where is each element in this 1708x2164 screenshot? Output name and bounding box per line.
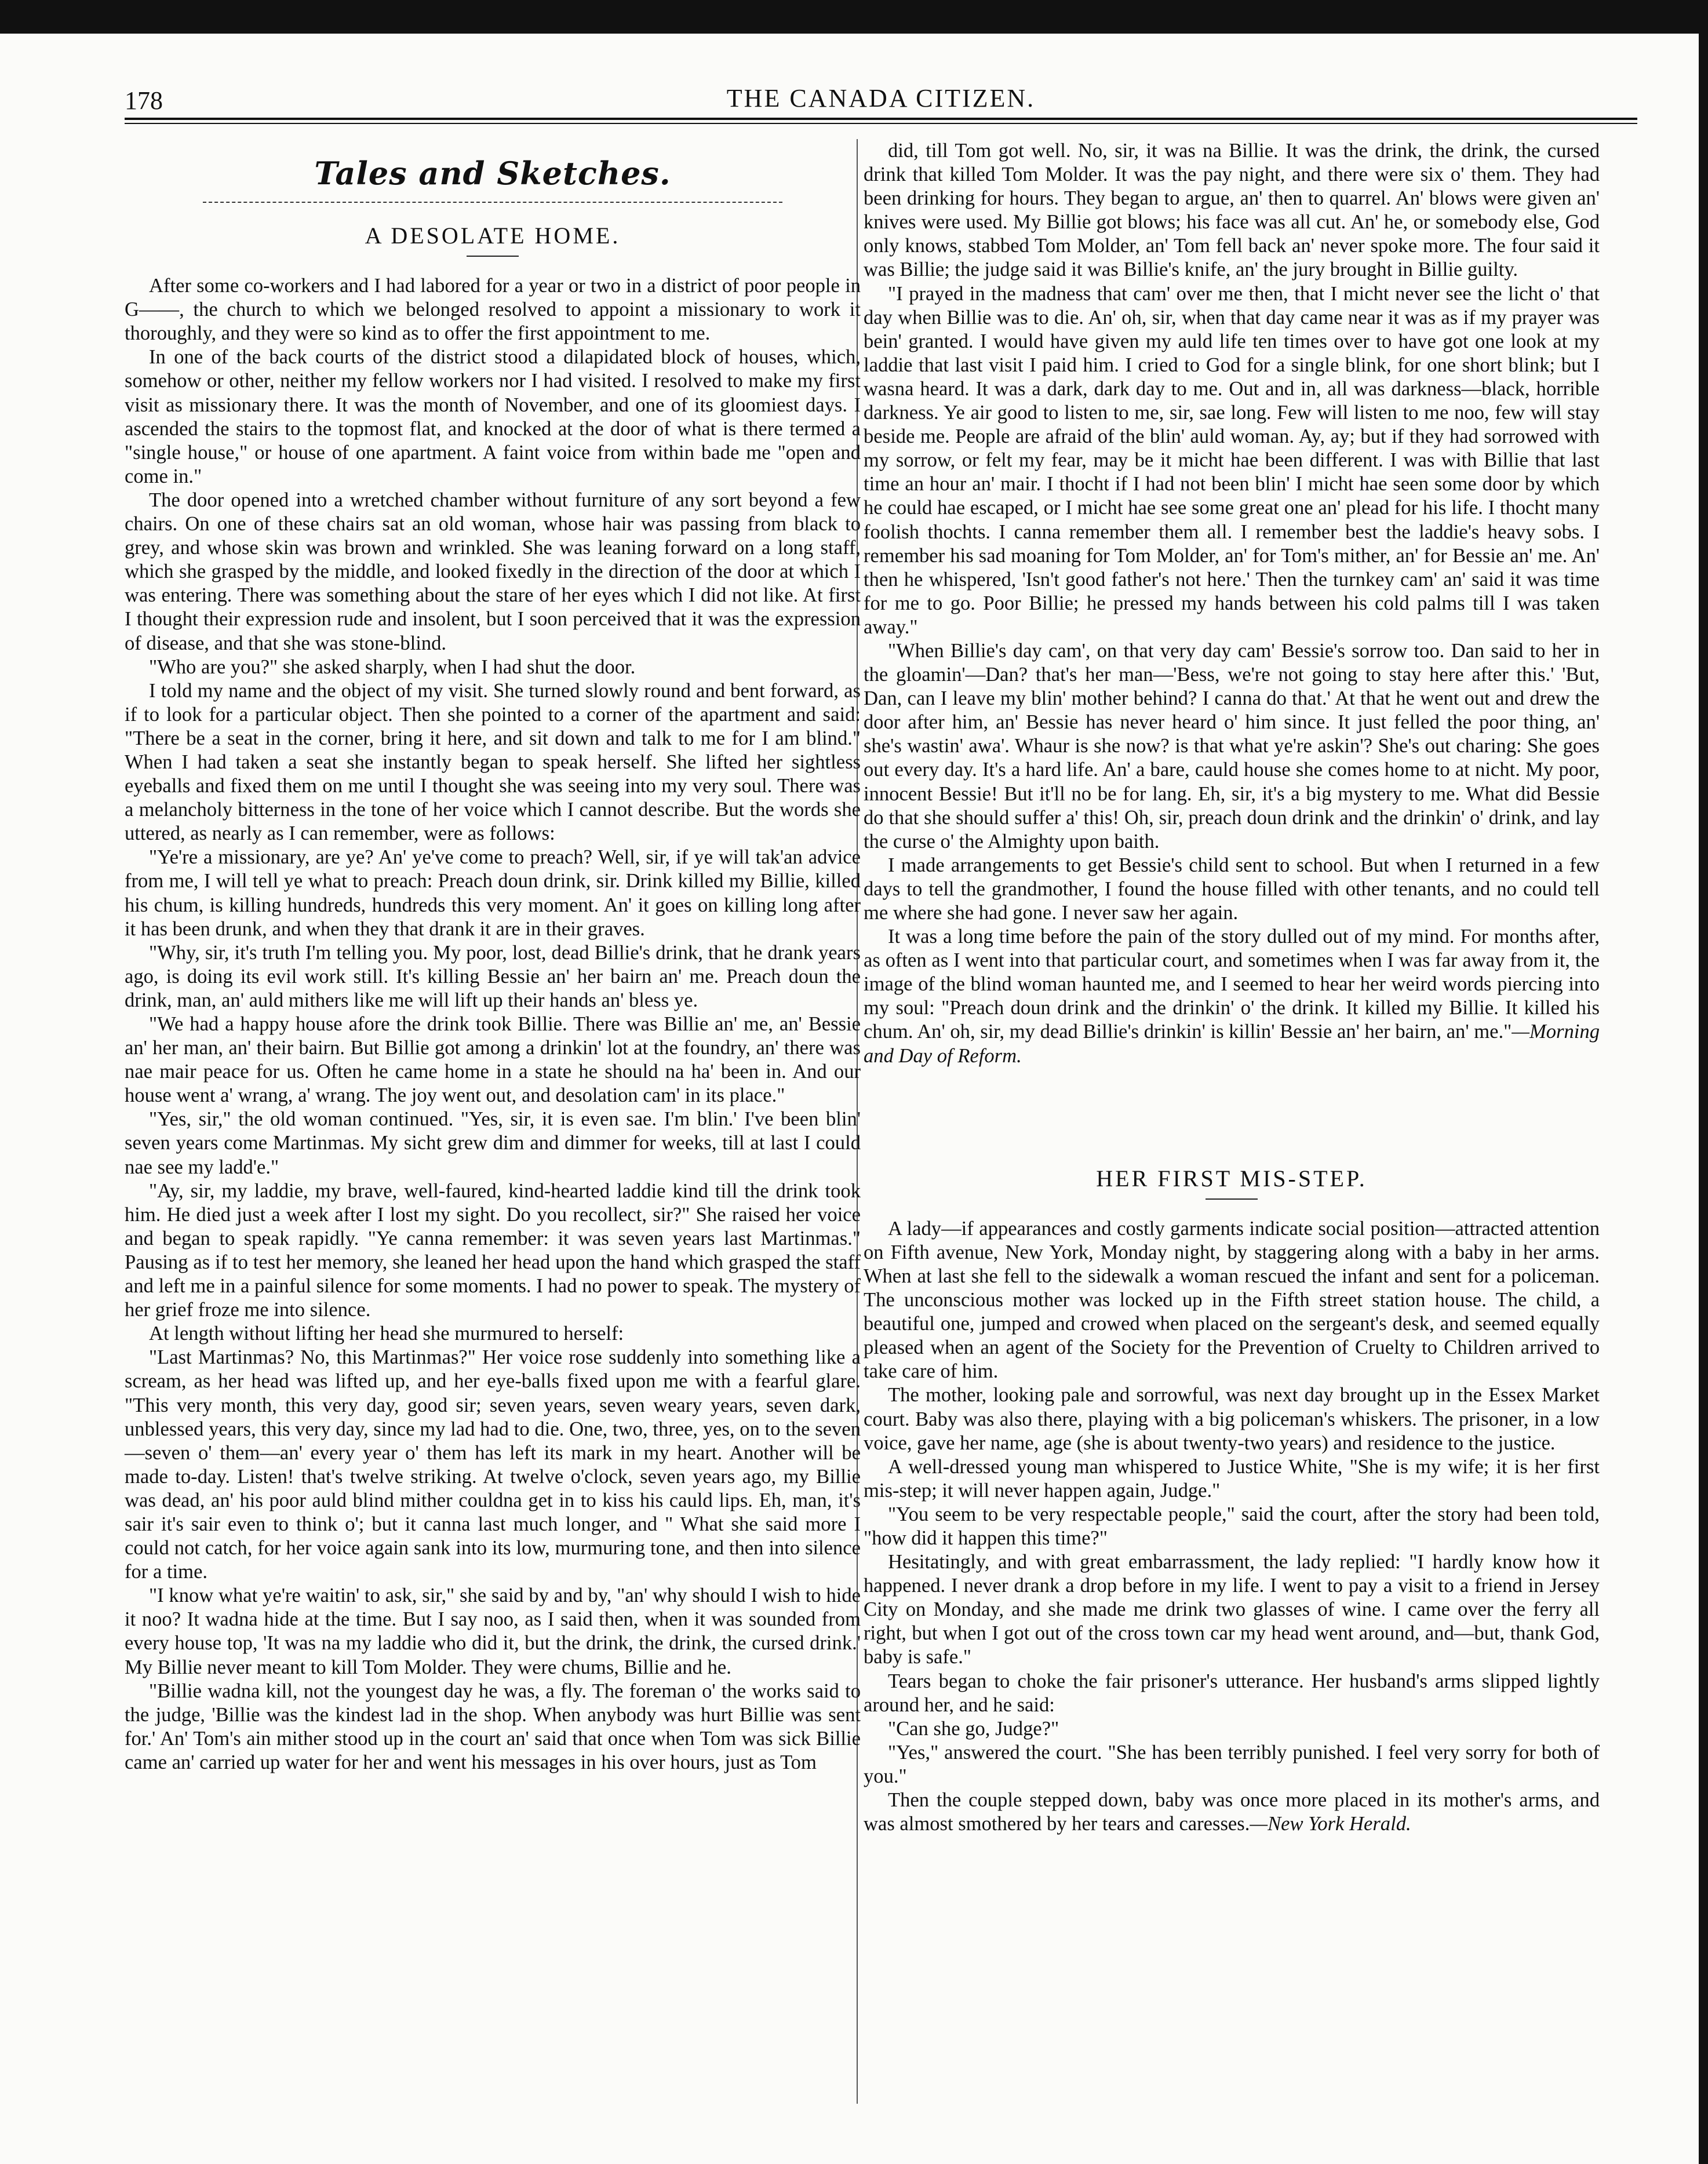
paragraph bbox=[864, 1383, 1600, 1455]
paragraph-text: "Why, sir, it's truth I'm telling you. My poor, lost, dead Billie's drink, that he drank years ago, is doing its evil work still. It's killing Bessie an' her bairn an' me. Preach doun the drink, man, an' auld mithers like me will lift up their hands an' bless ye. bbox=[125, 941, 861, 1011]
paragraph-text: Tears began to choke the fair prisoner's utterance. Her husband's arms slipped lightly around her, and he said: bbox=[864, 1670, 1600, 1716]
paragraph bbox=[864, 282, 1600, 639]
right-column bbox=[864, 139, 1600, 1836]
paragraph bbox=[125, 1107, 861, 1179]
paragraph-text: I made arrangements to get Bessie's child sent to school. But when I returned in a few days to tell the grandmother, I found the house filled with other tenants, and no could tell me where she had gone. I never saw her again. bbox=[864, 854, 1600, 924]
page-header bbox=[125, 81, 1637, 122]
paragraph-text: "Ye're a missionary, are ye? An' ye've come to preach? Well, sir, if ye will tak'an advice from me, I will tell ye what to preach: Preach doun drink, sir. Drink killed my Billie, killed his chum, is killing hundreds, hundreds this very moment. An' it goes on killing long after it has been drunk, and when they that drank it are in their graves. bbox=[125, 846, 861, 940]
paragraph bbox=[125, 679, 861, 846]
paragraph bbox=[125, 1346, 861, 1584]
story-body-mis-step bbox=[864, 1217, 1600, 1836]
paragraph-text: "Yes, sir," the old woman continued. "Yes, sir, it is even sae. I'm blin.' I've been blin' seven years come Martinmas. My sicht grew dim and dimmer for weeks, till at last I could nae see my ladd'e." bbox=[125, 1108, 861, 1178]
paragraph bbox=[864, 639, 1600, 854]
paragraph-text: "We had a happy house afore the drink took Billie. There was Billie an' me, an' Bessie an' her man, an' their bairn. But Billie got among a drinkin' lot at the foundry, an' there was nae mair peace for us. Often he came home in a state he should na ha' been in. And our house went a' wrang, a' wrang. The joy went out, and desolation cam' in its place." bbox=[125, 1013, 861, 1107]
source-credit: —Morning and Day of Reform. bbox=[864, 1021, 1600, 1067]
paragraph bbox=[125, 1012, 861, 1107]
paragraph-text: "Ay, sir, my laddie, my brave, well-faured, kind-hearted laddie kind till the drink took him. He died just a week after I lost my sight. Do you recollect, sir?" She raised her voice and began to speak rapidly. "Ye canna remember: it was seven years last Martinmas." Pausing as if to test her memory, she leaned her head upon the hand which grasped the staff and left me in a painful silence for some moments. I had no power to speak. The mystery of her grief froze me into silence. bbox=[125, 1179, 861, 1321]
paragraph bbox=[864, 1503, 1600, 1550]
paragraph bbox=[125, 655, 861, 679]
story-title-first-mis-step: HER FIRST MIS-STEP. bbox=[1096, 1165, 1367, 1192]
paragraph-text: The mother, looking pale and sorrowful, was next day brought up in the Essex Market court. Baby was also there, playing with a big policeman's whiskers. The prisoner, in a low voice, gave her name, age (she is about twenty-two years) and residence to the justice. bbox=[864, 1384, 1600, 1454]
header-rule-thin bbox=[125, 123, 1637, 124]
paragraph-text: "Billie wadna kill, not the youngest day he was, a fly. The foreman o' the works said to the judge, 'Billie was the kindest lad in the shop. When anybody was hurt Billie was sent for.' An' Tom's ain mither stood up in the court an' said that once when Tom was sick Billie came an' carried up water for her and went his messages in his over hours, just as Tom bbox=[125, 1680, 861, 1773]
paragraph bbox=[125, 941, 861, 1012]
header-rule-thick bbox=[125, 118, 1637, 120]
paragraph bbox=[864, 1455, 1600, 1503]
source-credit: —New York Herald. bbox=[1250, 1813, 1411, 1835]
paragraph-text: It was a long time before the pain of the story dulled out of my mind. For months after, as often as I went into that particular court, and sometimes when I was far away from it, the image of the blind woman haunted me, and I seemed to hear her weird words piercing into my soul: "Preach doun drink and the drinkin' o' the drink. It killed my Billie. It killed his chum. An' oh, sir, my dead Billie's drinkin' is killin' Bessie an' her bairn, an' me." bbox=[864, 926, 1600, 1043]
paragraph bbox=[125, 1179, 861, 1323]
title-rule bbox=[467, 256, 519, 257]
paragraph bbox=[125, 1680, 861, 1775]
paragraph-text: "I prayed in the madness that cam' over me then, that I micht never see the licht o' that day when Billie was to die. An' oh, sir, when that day came near it was as if my prayer was bein' granted. I would have given my auld life ten times over to have got one look at my laddie that last visit I paid him. I cried to God for a single blink, for one short blink; but I wasna heard. It was a dark, dark day to me. Out and in, all was darkness—black, horrible darkness. Ye air good to listen to me, sir, sae long. Few will listen to me noo, few will stay beside me. People are afraid of the blin' auld woman. Ay, ay; but if they had sorrowed with my sorrow, or felt my fear, may be it micht hae been different. I was with Billie that last time an hour an' mair. I thocht if I had not been blin' I micht hae seen some door by which he could hae escaped, or I micht hae see some great one an' plead for his life. I thocht many foolish thochts. I canna remember them all. I remember best the laddie's heavy sobs. I remember his sad moaning for Tom Molder, an' for Tom's mither, an' for Bessie an' me. An' then he whispered, 'Isn't good father's not here.' Then the turnkey cam' an' said it was time for me to go. Poor Billie; he pressed my hands between his cold palms till I was taken away." bbox=[864, 282, 1600, 638]
paragraph bbox=[864, 1550, 1600, 1669]
paragraph-text: "Who are you?" she asked sharply, when I had shut the door. bbox=[149, 655, 636, 678]
paragraph-text: Hesitatingly, and with great embarrassment, the lady replied: "I hardly know how it happened. I never drank a drop before in my life. I went to pay a visit to a friend in Jersey City on Monday, and she made me drink two glasses of wine. I came over the ferry all right, but when I got out of the cross town car my head went around, and—but, thank God, baby is safe." bbox=[864, 1551, 1600, 1668]
paragraph-text: "Yes," answered the court. "She has been terribly punished. I feel very sorry for both of you." bbox=[864, 1741, 1600, 1787]
paragraph bbox=[864, 925, 1600, 1068]
paragraph-text: In one of the back courts of the district stood a dilapidated block of houses, which, somehow or other, neither my fellow workers nor I had visited. I resolved to make my first visit as missionary there. It was the month of November, and one of its gloomiest days. I ascended the stairs to the topmost flat, and knocked at the door of what is there termed a "single house," or house of one apartment. A faint voice from within bade me "open and come in." bbox=[125, 346, 861, 487]
paragraph bbox=[125, 345, 861, 489]
paragraph-text: "When Billie's day cam', on that very day cam' Bessie's sorrow too. Dan said to her in the gloamin'—Dan? that's her man—'Bess, we're not going to stay here after this.' 'But, Dan, can I leave my blin' mother behind? I canna do that.' At that he went out and drew the door after him, an' Bessie has never heard o' him since. It just felled the poor thing, an' she's wastin' awa'. Whaur is she now? is that what ye're askin'? She's out charing: She goes out every day. It's a hard life. An' a bare, cauld house she comes home to at nicht. My poor, innocent Bessie! But it'll no be for lang. Eh, sir, it's a big mystery to me. What did Bessie do that she should suffer a' this! Oh, sir, preach doun drink and the drinkin' o' drink, and lay the curse o' the Almighty upon baith. bbox=[864, 639, 1600, 853]
paragraph-text: The door opened into a wretched chamber without furniture of any sort beyond a few chairs. On one of these chairs sat an old woman, whose hair was passing from black to grey, and whose skin was brown and wrinkled. She was leaning forward on a long staff, which she grasped by the middle, and looked fixedly in the direction of the door at which I was entering. There was something about the stare of her eyes which I did not like. At first I thought their expression rude and insolent, but I soon perceived that it was the expression of disease, and that she was stone-blind. bbox=[125, 489, 861, 654]
paragraph-text: "Last Martinmas? No, this Martinmas?" Her voice rose suddenly into something like a scream, as her head was lifted up, and her eye-balls fixed upon me with a fearful glare. "This very month, this very day, good sir; seven years, seven weary years, seven dark, unblessed years, this very day, since my lad had to die. One, two, three, yes, on to the seven—seven o' them—an' every year o' them has left its mark in my heart. Another will be made to-day. Listen! that's twelve striking. At twelve o'clock, seven years ago, my Billie was dead, an' his poor auld blind mither couldna get in to kiss his cauld lips. Eh, man, it's sair it's sair even to think o'; but it canna last much longer, and " What she said more I could not catch, for her voice again sank into its low, murmuring tone, and then into silence for a time. bbox=[125, 1346, 861, 1583]
paragraph-text: "Can she go, Judge?" bbox=[888, 1717, 1059, 1740]
paragraph-text: A well-dressed young man whispered to Justice White, "She is my wife; it is her first mis-step; it will never happen again, Judge." bbox=[864, 1455, 1600, 1502]
paragraph-text: After some co-workers and I had labored for a year or two in a district of poor people in G——, the church to which we belonged resolved to appoint a missionary to work it thoroughly, and they were so kind as to offer the first appointment to me. bbox=[125, 275, 861, 345]
left-column bbox=[125, 139, 861, 1775]
paragraph-text: "I know what ye're waitin' to ask, sir," she said by and by, "an' why should I wish to hide it noo? It wadna hide at the time. But I say noo, as I said then, when it was sounded from every house top, 'It was na my laddie who did it, but the drink, the drink, the cursed drink.' My Billie never meant to kill Tom Molder. They were chums, Billie and he. bbox=[125, 1584, 861, 1678]
paragraph-text: I told my name and the object of my visit. She turned slowly round and bent forward, as if to look for a particular object. Then she pointed to a corner of the apartment and said: "There be a seat in the corner, bring it here, and sit down and talk to me for I am blind." When I had taken a seat she instantly began to speak herself. She lifted her sightless eyeballs and fixed them on me until I thought she was seeing into my very soul. There was a melancholy bitterness in the tone of her voice which I cannot describe. But the words she uttered, as nearly as I can remember, were as follows: bbox=[125, 679, 861, 845]
paragraph bbox=[125, 489, 861, 655]
page-number: 178 bbox=[125, 86, 163, 115]
paragraph-text: A lady—if appearances and costly garments indicate social position—attracted attention on Fifth avenue, New York, Monday night, by staggering along with a baby in her arms. When at last she fell to the sidewalk a woman rescued the infant and sent for a policeman. The unconscious mother was locked up in the Fifth street station house. The child, a beautiful one, jumped and crowed when placed on the sergeant's desk, and seemed equally pleased when an agent of the Society for the Prevention of Cruelty to Children arrived to take care of him. bbox=[864, 1217, 1600, 1383]
paragraph bbox=[864, 1741, 1600, 1788]
top-scan-border bbox=[0, 0, 1708, 34]
paragraph-text: At length without lifting her head she murmured to herself: bbox=[149, 1323, 624, 1345]
paragraph bbox=[864, 1670, 1600, 1717]
paragraph-text: did, till Tom got well. No, sir, it was na Billie. It was the drink, the drink, the cursed drink that killed Tom Molder. It was the pay night, and there were six o' them. They had been drinking for hours. They began to argue, an' then to quarrel. An' blows were given an' knives were used. My Billie got blows; his face was all cut. An' he, or somebody else, God only knows, stabbed Tom Molder, an' Tom fell back an' never spoke more. The four said it was Billie; the judge said it was Billie's knife, an' the jury brought in Billie guilty. bbox=[864, 140, 1600, 281]
story-body-right bbox=[864, 139, 1600, 1068]
section-divider bbox=[203, 202, 782, 203]
paragraph bbox=[125, 274, 861, 345]
paragraph bbox=[125, 846, 861, 941]
story-title-desolate-home: A DESOLATE HOME. bbox=[365, 223, 621, 249]
title-rule bbox=[1206, 1198, 1258, 1200]
paragraph-text: Then the couple stepped down, baby was once more placed in its mother's arms, and was almost smothered by her tears and caresses. bbox=[864, 1789, 1600, 1835]
paragraph bbox=[125, 1584, 861, 1679]
section-title: Tales and Sketches. bbox=[314, 155, 671, 192]
paragraph bbox=[125, 1322, 861, 1346]
paragraph bbox=[864, 139, 1600, 282]
story-body-left bbox=[125, 274, 861, 1775]
running-title: THE CANADA CITIZEN. bbox=[726, 84, 1036, 112]
paragraph-text: "You seem to be very respectable people," said the court, after the story had been told, "how did it happen this time?" bbox=[864, 1503, 1600, 1549]
paragraph bbox=[864, 1788, 1600, 1836]
story-separator-space bbox=[864, 1068, 1600, 1155]
right-scan-border bbox=[1699, 34, 1708, 2164]
paragraph bbox=[864, 1217, 1600, 1384]
paragraph bbox=[864, 854, 1600, 925]
paragraph bbox=[864, 1717, 1600, 1741]
